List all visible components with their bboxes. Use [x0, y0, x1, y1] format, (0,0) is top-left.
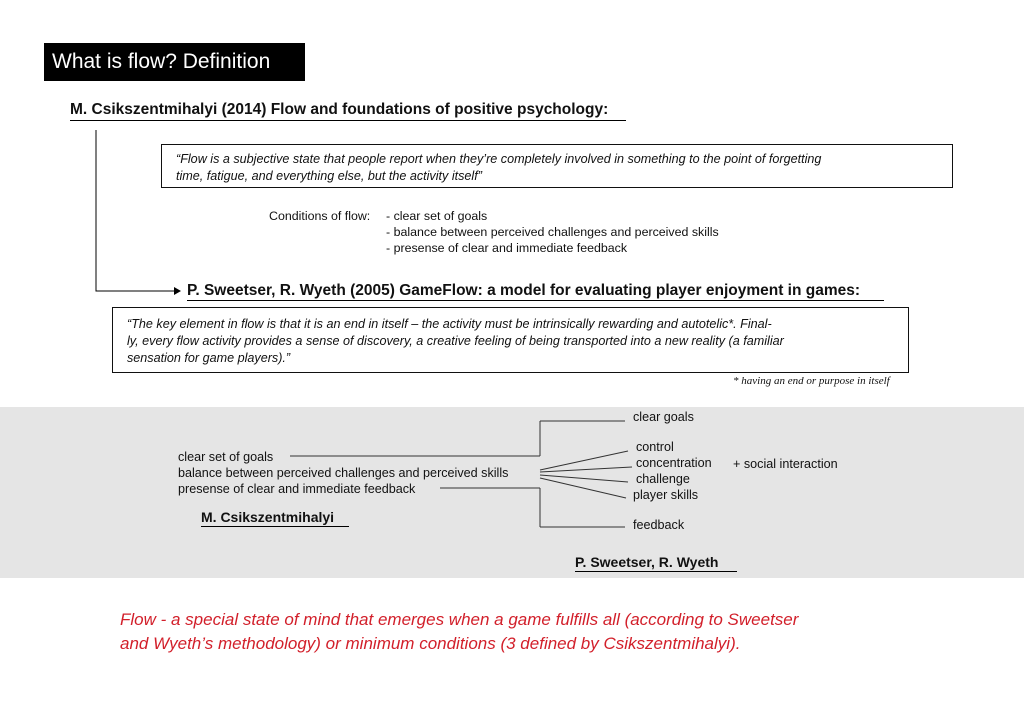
diagram-right-item: concentration: [636, 456, 712, 470]
conclusion-line1: Flow - a special state of mind that emerges when a game fulfills all (according to Sweetser: [120, 610, 799, 629]
quote2-line2: ly, every flow activity provides a sense of discovery, a creative feeling of being transported into a new reality (a familiar: [127, 334, 784, 348]
diagram-right-item: clear goals: [633, 410, 694, 424]
diagram-left-item: presense of clear and immediate feedback: [178, 482, 416, 496]
condition-item: - balance between perceived challenges and perceived skills: [386, 225, 719, 239]
diagram-right-item: feedback: [633, 518, 685, 532]
diagram-left-author: M. Csikszentmihalyi: [201, 509, 335, 525]
diagram-right-item: challenge: [636, 472, 690, 486]
diagram-left-item: balance between perceived challenges and perceived skills: [178, 466, 509, 480]
quote1-line1: “Flow is a subjective state that people report when they’re completely involved in something to the point of forgetting: [176, 152, 822, 166]
conclusion-line2: and Wyeth’s methodology) or minimum conditions (3 defined by Csikszentmihalyi).: [120, 634, 741, 653]
left-author-underline: [201, 526, 349, 527]
slide-title: What is flow? Definition: [44, 43, 305, 81]
quote2-line1: “The key element in flow is that it is an end in itself – the activity must be intrinsically rewarding and autotelic*. Final-: [127, 317, 772, 331]
diagram-right-author: P. Sweetser, R. Wyeth: [575, 554, 719, 570]
condition-item: - presense of clear and immediate feedback: [386, 241, 628, 255]
diagram-left-item: clear set of goals: [178, 450, 274, 464]
right-author-underline: [575, 571, 737, 572]
reference-csikszentmihalyi: M. Csikszentmihalyi (2014) Flow and foundations of positive psychology:: [70, 101, 609, 118]
condition-item: - clear set of goals: [386, 209, 488, 223]
quote1-line2: time, fatigue, and everything else, but the activity itself”: [176, 169, 482, 183]
diagram-right-item: player skills: [633, 488, 699, 502]
conditions-label: Conditions of flow:: [269, 209, 371, 223]
footnote: * having an end or purpose in itself: [733, 375, 890, 387]
diagram-right-item: control: [636, 440, 674, 454]
diagram-extra-factor: + social interaction: [733, 457, 838, 471]
reference-sweetser-wyeth: P. Sweetser, R. Wyeth (2005) GameFlow: a model for evaluating player enjoyment in games:: [187, 282, 861, 299]
quote2-line3: sensation for game players).”: [127, 351, 291, 365]
